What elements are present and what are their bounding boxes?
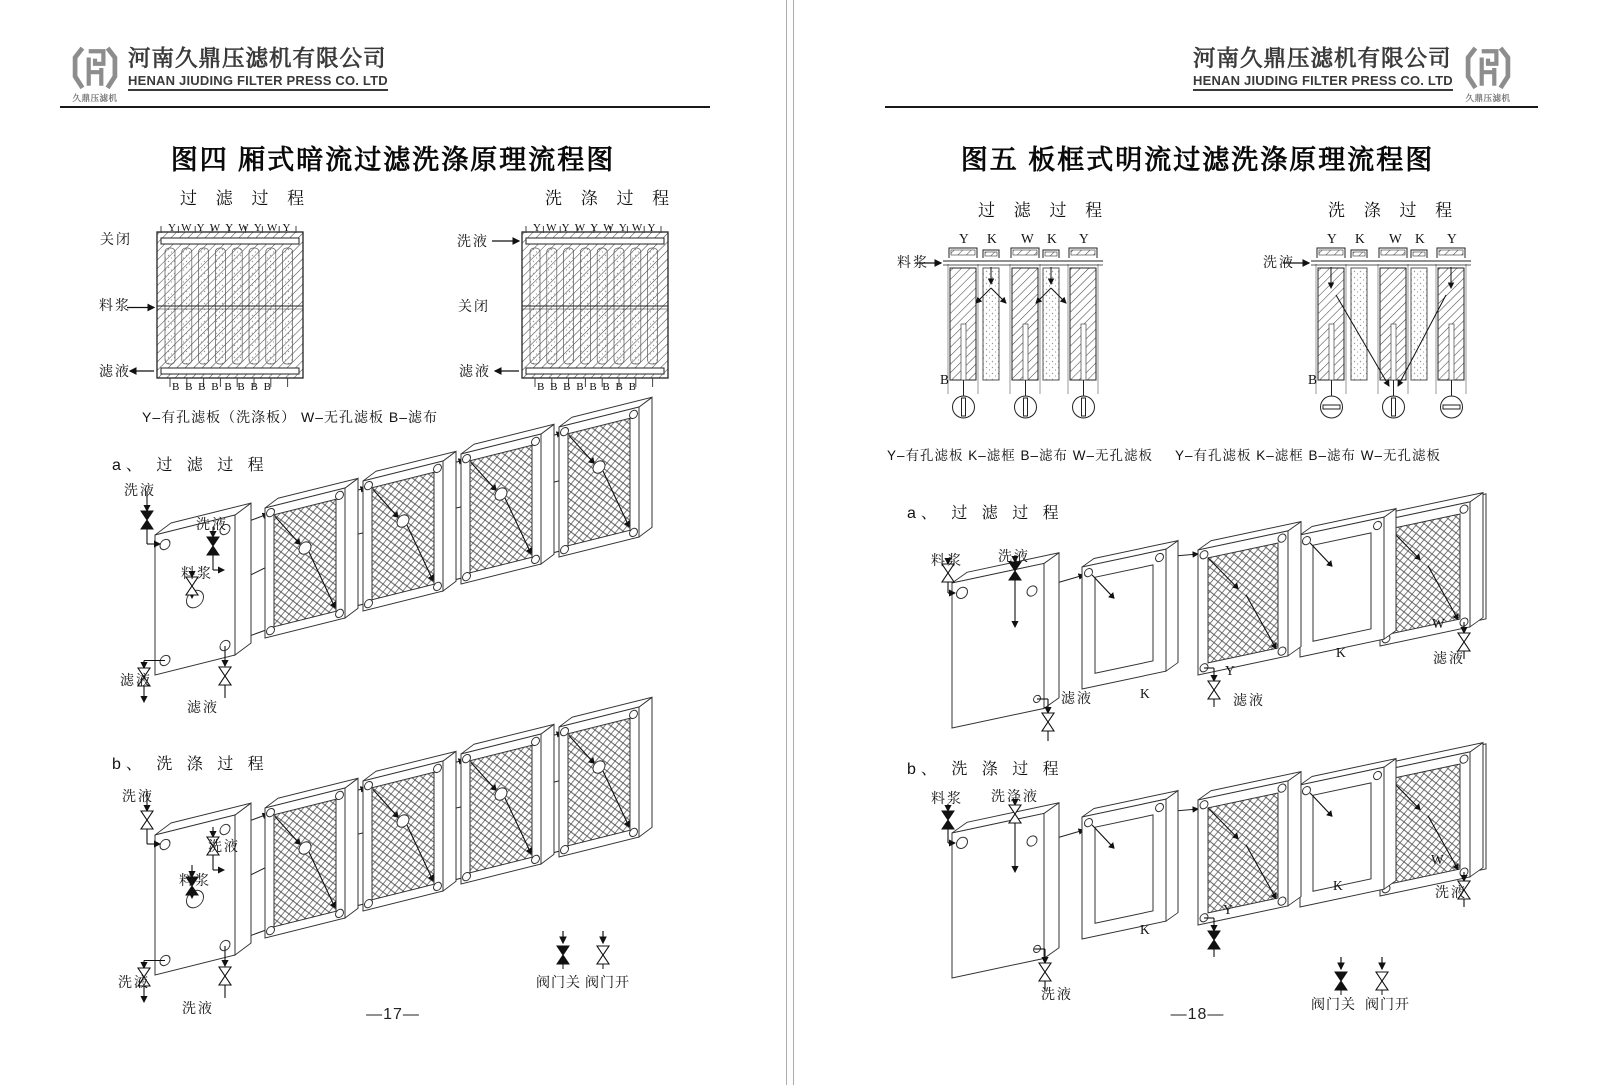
plate-letter-row: Y W Y W Y W Y W Y: [533, 222, 657, 234]
plate-legend: Y–有孔滤板 K–滤框 B–滤布 W–无孔滤板: [1175, 448, 1442, 463]
slurry-label: 料浆: [931, 552, 963, 568]
filtrate-label: 滤液: [187, 699, 219, 715]
col-letter: W: [1021, 231, 1034, 246]
company-name-cn: 河南久鼎压滤机有限公司: [128, 46, 387, 71]
section-b-heading: b、 洗 涤 过 程: [112, 756, 269, 773]
wash-liquid-label: 洗液: [1041, 986, 1073, 1002]
closed-label: 关闭: [100, 231, 132, 247]
washing-process-heading: 洗 涤 过 程: [1328, 201, 1460, 220]
wash-liquid-label: 洗液: [457, 233, 489, 249]
wash-liquid-label: 洗液: [118, 974, 150, 990]
cloth-letter: B: [1308, 372, 1318, 387]
filtration-process-heading: 过 滤 过 程: [180, 189, 312, 208]
figure-5-title: 图五 板框式明流过滤洗涤原理流程图: [960, 145, 1435, 175]
wash-liquid-label: 洗液: [208, 838, 240, 854]
page-divider-right: [793, 0, 794, 1085]
chamber-washing-cross-section: [490, 224, 670, 396]
page-17: [0, 0, 786, 1085]
plateframe-filtration-cross-section: [913, 240, 1113, 425]
col-letter: K: [1415, 231, 1425, 246]
company-name-block: [1193, 46, 1453, 91]
col-letter: Y: [1447, 231, 1457, 246]
page-number: —18—: [1170, 1006, 1225, 1023]
section-b-heading: b、 洗 涤 过 程: [907, 761, 1064, 778]
header-rule: [60, 106, 710, 108]
plate-legend: Y–有孔滤板 K–滤框 B–滤布 W–无孔滤板: [887, 448, 1154, 463]
company-name-en: HENAN JIUDING FILTER PRESS CO. LTD: [128, 73, 388, 91]
valve-closed-icon: [550, 930, 576, 970]
frame-letter: K: [1140, 686, 1150, 701]
slurry-label: 料浆: [931, 790, 963, 806]
page-18: [795, 0, 1600, 1085]
logo-caption: 久鼎压滤机: [72, 93, 118, 103]
section-a-heading: a、 过 滤 过 程: [112, 457, 269, 474]
filtration-isometric-diagram: [910, 505, 1510, 745]
figure-4-title: 图四 厢式暗流过滤洗涤原理流程图: [170, 145, 616, 175]
page-number: —17—: [366, 1006, 420, 1023]
col-letter: Y: [959, 231, 969, 246]
col-letter: Y: [1327, 231, 1337, 246]
company-name-en: HENAN JIUDING FILTER PRESS CO. LTD: [1193, 73, 1453, 91]
header-rule: [885, 106, 1538, 108]
slurry-label: 料浆: [179, 872, 211, 888]
filtrate-label: 滤液: [1061, 690, 1093, 706]
washing-process-heading: 洗 涤 过 程: [545, 189, 677, 208]
wash-liquid-label: 洗液: [182, 1000, 214, 1016]
plate-letter: W: [1432, 616, 1445, 631]
plate-letter-row: Y W Y W Y W Y W Y: [168, 222, 292, 234]
valve-open-label: 阀门开: [585, 974, 630, 990]
company-logo-icon: [1457, 46, 1519, 90]
company-name-block: [128, 46, 388, 91]
valve-open-label: 阀门开: [1365, 996, 1410, 1012]
slurry-label: 料浆: [99, 297, 131, 313]
slurry-label: 料浆: [181, 565, 213, 581]
plate-letter: Y: [1223, 902, 1233, 917]
filtration-process-heading: 过 滤 过 程: [978, 201, 1110, 220]
closed-label: 关闭: [458, 298, 490, 314]
wash-liquid-label: 洗液: [122, 788, 154, 804]
valve-closed-icon: [1328, 956, 1354, 996]
filtrate-label: 滤液: [459, 363, 491, 379]
cloth-letter-row: B B B B B B B B: [172, 381, 273, 393]
company-name-cn: 河南久鼎压滤机有限公司: [1193, 46, 1452, 71]
col-letter: K: [1355, 231, 1365, 246]
page-divider-left: [786, 0, 787, 1085]
col-letter: K: [1047, 231, 1057, 246]
wash-liquid-label: 洗液: [196, 516, 228, 532]
plate-letter: Y: [1225, 663, 1235, 678]
frame-letter: K: [1333, 878, 1343, 893]
slurry-label: 料浆: [897, 254, 929, 270]
plate-letter: W: [1431, 852, 1444, 867]
cloth-letter: B: [940, 372, 950, 387]
wash-liquid-label: 洗液: [1435, 884, 1467, 900]
filtrate-label: 滤液: [120, 672, 152, 688]
logo-caption: 久鼎压滤机: [1465, 93, 1511, 103]
valve-closed-label: 阀门关: [1311, 996, 1356, 1012]
chamber-filtration-cross-section: [125, 224, 305, 396]
filtrate-label: 滤液: [99, 363, 131, 379]
col-letter: W: [1389, 231, 1402, 246]
section-a-heading: a、 过 滤 过 程: [907, 505, 1064, 522]
plateframe-washing-cross-section: [1281, 240, 1481, 425]
filtrate-label: 滤液: [1433, 650, 1465, 666]
valve-open-icon: [590, 930, 616, 970]
valve-closed-label: 阀门关: [536, 974, 581, 990]
wash-liquid-label: 洗液: [1263, 254, 1295, 270]
frame-letter: K: [1336, 645, 1346, 660]
filtrate-label: 滤液: [1233, 692, 1265, 708]
cloth-letter-row: B B B B B B B B: [537, 381, 638, 393]
wash-liquid-label: 洗液: [998, 548, 1030, 564]
col-letter: K: [987, 231, 997, 246]
wash-liquid-label: 洗涤液: [991, 788, 1039, 804]
col-letter: Y: [1079, 231, 1089, 246]
valve-open-icon: [1369, 956, 1395, 996]
plate-legend: Y–有孔滤板（洗涤板） W–无孔滤板 B–滤布: [142, 409, 439, 425]
frame-letter: K: [1140, 922, 1150, 937]
wash-liquid-label: 洗液: [124, 482, 156, 498]
company-logo-icon: [64, 46, 126, 90]
